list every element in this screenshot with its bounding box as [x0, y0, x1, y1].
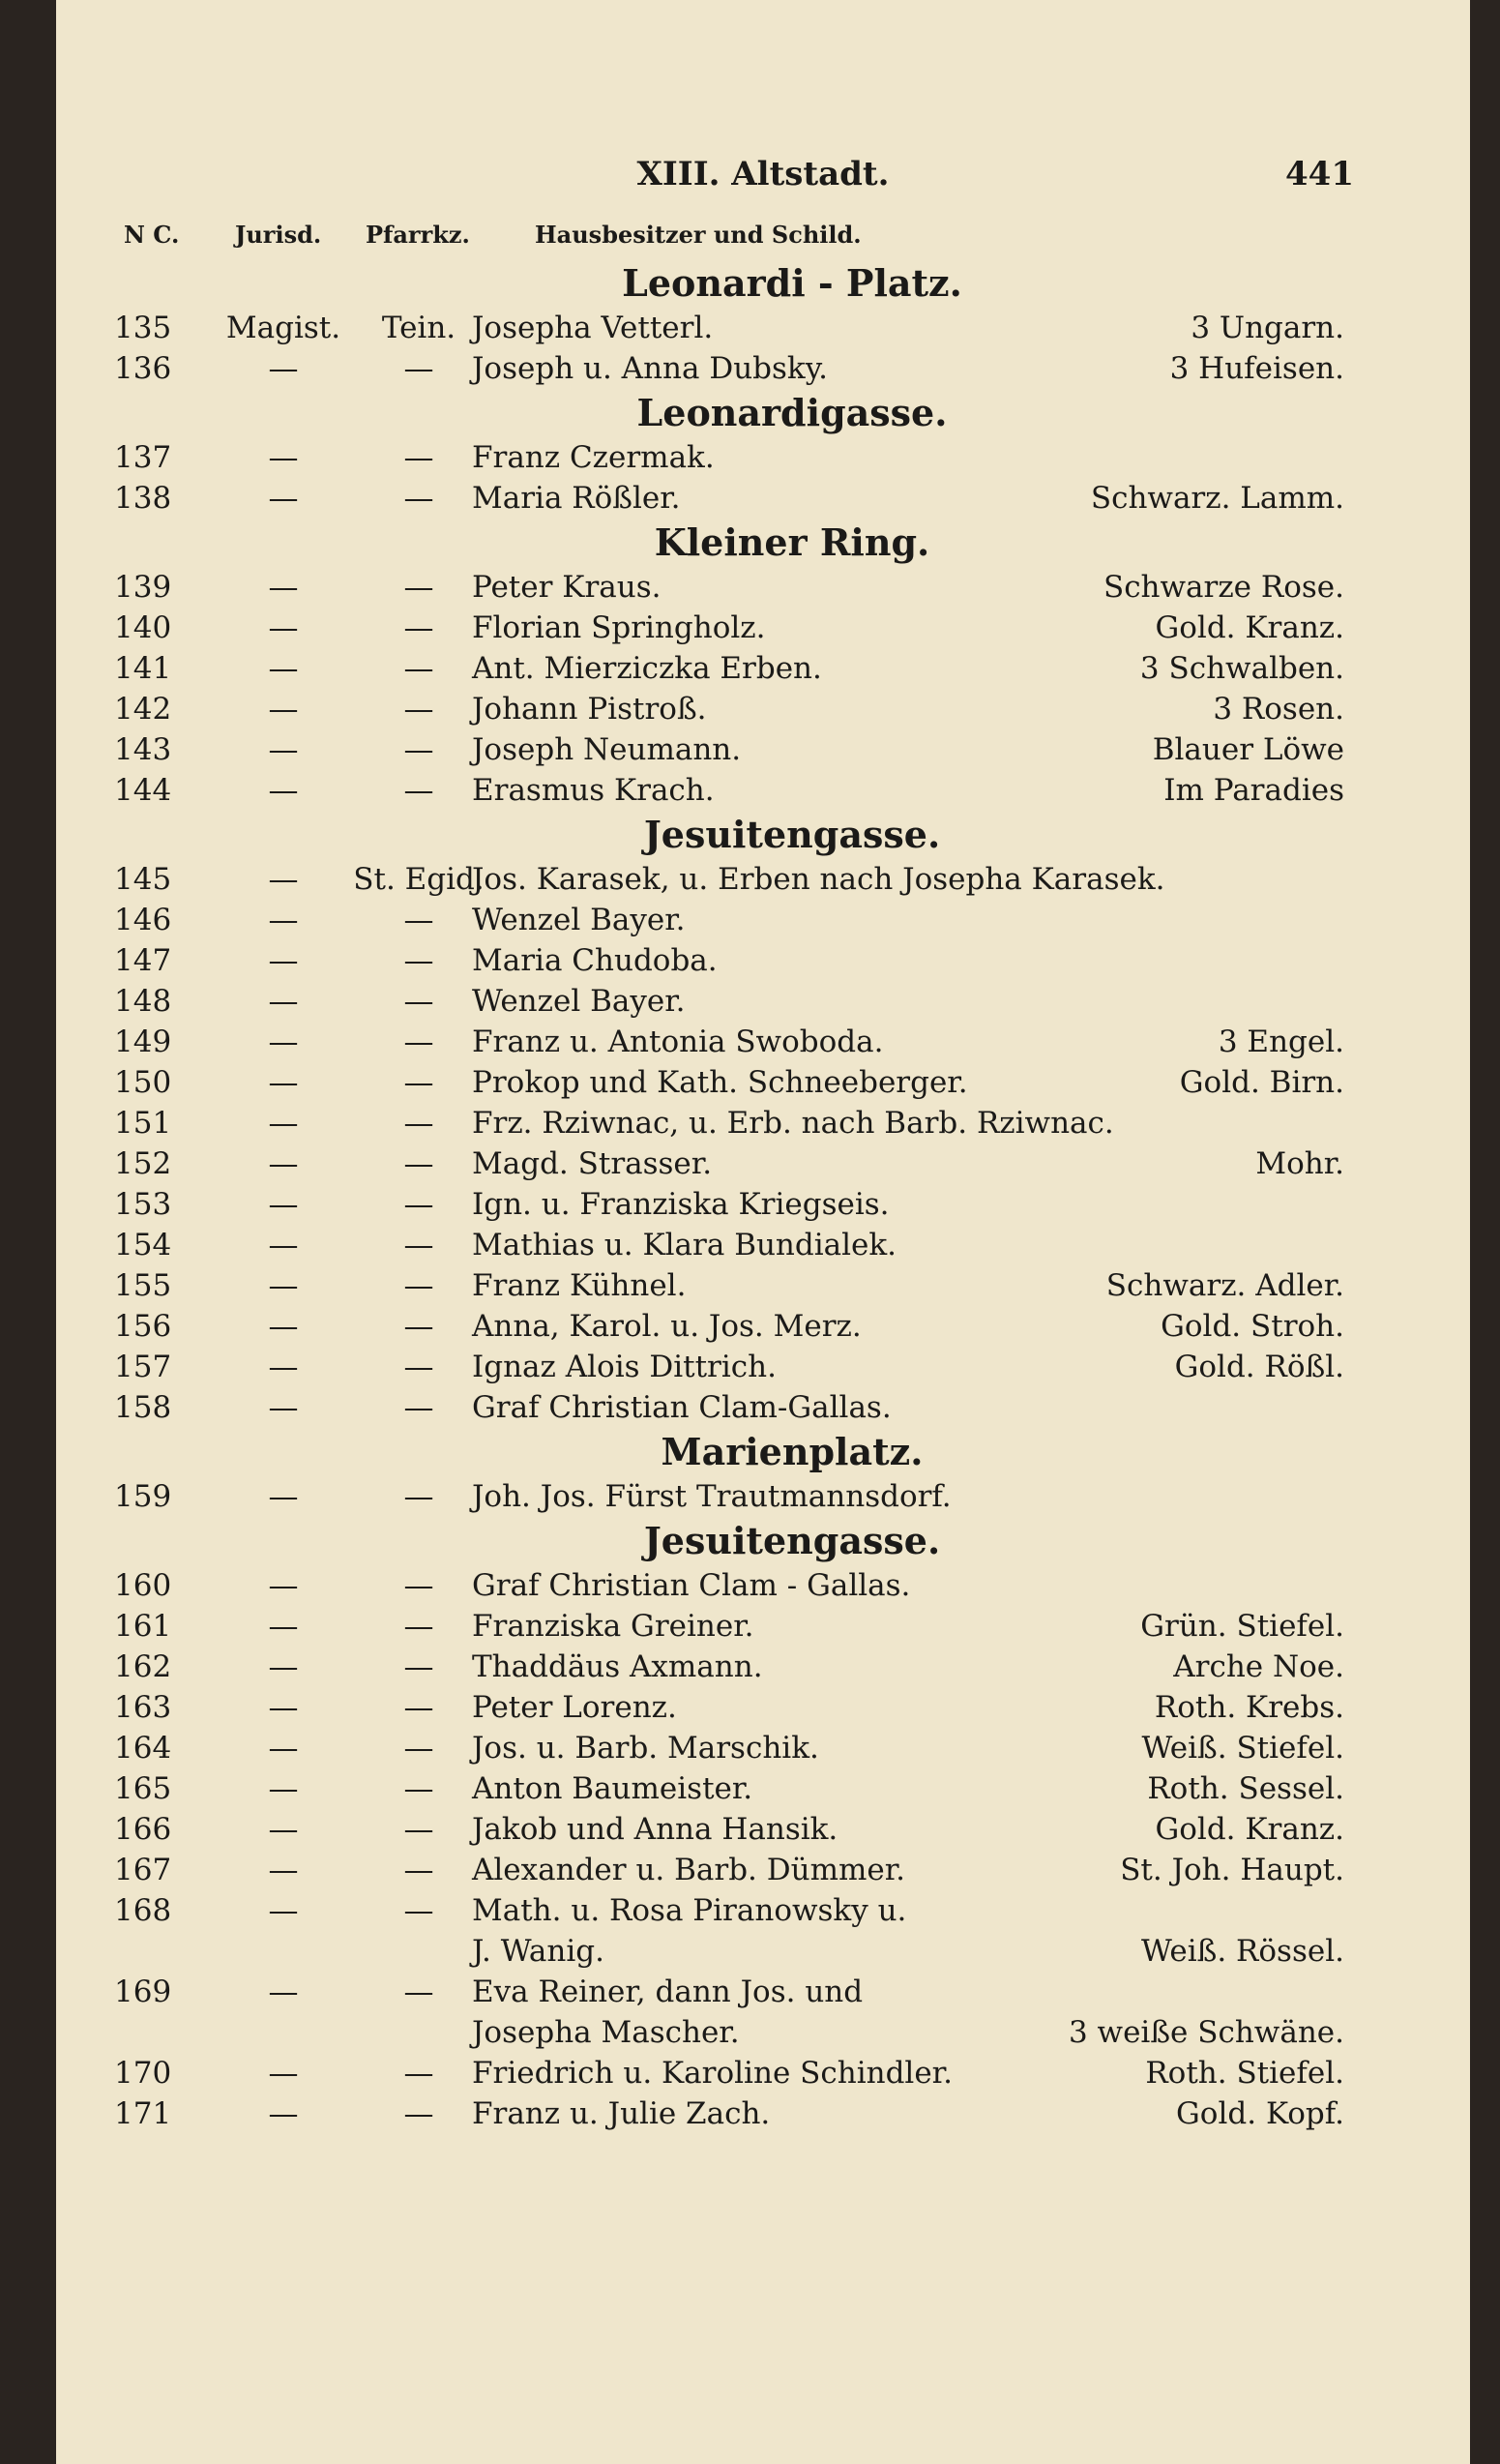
parish: — — [403, 1974, 434, 2009]
parish: — — [403, 1106, 434, 1141]
list-item — [56, 1022, 1470, 1062]
house-number: 166 — [114, 1812, 172, 1847]
house-sign: Roth. Stiefel. — [1145, 2056, 1344, 2091]
owner-line: Ign. u. Franziska Kriegseis. — [472, 1187, 890, 1222]
house-number: 138 — [114, 481, 172, 516]
house-sign: Gold. Birn. — [1179, 1065, 1344, 1100]
owner-line: Jos. Karasek, u. Erben nach Josepha Karasek. — [472, 862, 1165, 897]
house-number: 146 — [114, 903, 172, 937]
jurisdiction: — — [268, 1893, 299, 1928]
owner-name — [472, 1103, 1265, 1143]
list-item — [56, 478, 1470, 519]
house-number: 140 — [114, 610, 172, 645]
house-number: 168 — [114, 1893, 172, 1928]
house-number: 137 — [114, 440, 172, 475]
house-sign: Blauer Löwe — [1152, 732, 1344, 767]
owner-name — [472, 1565, 1265, 1606]
parish: — — [403, 1771, 434, 1806]
owner-name — [472, 940, 1265, 981]
page-title: XIII. Altstadt. — [636, 155, 890, 193]
parish: — — [403, 610, 434, 645]
owner-name — [472, 608, 1265, 648]
owner-name — [472, 1809, 1265, 1850]
owner-line: Graf Christian Clam - Gallas. — [472, 1568, 911, 1603]
owner-line: Franz u. Julie Zach. — [472, 2096, 771, 2131]
parish: — — [403, 440, 434, 475]
jurisdiction: — — [268, 351, 299, 386]
owner-line: Maria Chudoba. — [472, 943, 718, 978]
house-sign: Weiß. Rössel. — [1141, 1934, 1344, 1969]
parish: — — [403, 1309, 434, 1344]
house-sign: Grün. Stiefel. — [1140, 1609, 1344, 1644]
owner-name — [472, 1768, 1265, 1809]
jurisdiction: — — [268, 2096, 299, 2131]
house-number: 149 — [114, 1024, 172, 1059]
owner-name — [472, 1647, 1265, 1687]
page-number: 441 — [1285, 155, 1354, 193]
house-number: 157 — [114, 1350, 172, 1384]
jurisdiction: — — [268, 732, 299, 767]
house-number: 160 — [114, 1568, 172, 1603]
jurisdiction: — — [268, 692, 299, 727]
entry-list — [56, 259, 1470, 2134]
house-number: 150 — [114, 1065, 172, 1100]
jurisdiction: — — [268, 1568, 299, 1603]
owner-line: Johann Pistroß. — [472, 692, 707, 727]
list-item — [56, 1387, 1470, 1428]
owner-line: Mathias u. Klara Bundialek. — [472, 1228, 897, 1262]
house-number: 147 — [114, 943, 172, 978]
house-number: 167 — [114, 1853, 172, 1887]
owner-name — [472, 348, 1265, 389]
house-sign: Gold. Stroh. — [1161, 1309, 1344, 1344]
list-item — [56, 1265, 1470, 1306]
house-number: 154 — [114, 1228, 172, 1262]
house-number: 156 — [114, 1309, 172, 1344]
house-sign: 3 Engel. — [1218, 1024, 1344, 1059]
house-number: 153 — [114, 1187, 172, 1222]
house-sign: Gold. Kranz. — [1155, 1812, 1344, 1847]
running-header — [56, 155, 1470, 193]
jurisdiction: — — [268, 1146, 299, 1181]
owner-line: Josepha Mascher. — [472, 2015, 740, 2050]
list-item — [56, 940, 1470, 981]
owner-line: Anna, Karol. u. Jos. Merz. — [472, 1309, 862, 1344]
owner-name — [472, 1143, 1265, 1184]
house-number: 143 — [114, 732, 172, 767]
owner-name — [472, 2093, 1265, 2134]
owner-name — [472, 900, 1265, 940]
parish: — — [403, 1268, 434, 1303]
owner-line: Franz Kühnel. — [472, 1268, 687, 1303]
list-item — [56, 770, 1470, 811]
jurisdiction: — — [268, 1974, 299, 2009]
owner-line: Franz Czermak. — [472, 440, 715, 475]
house-number: 152 — [114, 1146, 172, 1181]
owner-name — [472, 1387, 1265, 1428]
owner-line: Wenzel Bayer. — [472, 984, 686, 1019]
parish: — — [403, 984, 434, 1019]
house-sign: Gold. Rößl. — [1174, 1350, 1344, 1384]
parish: — — [403, 903, 434, 937]
house-number: 169 — [114, 1974, 172, 2009]
list-item — [56, 1143, 1470, 1184]
parish: — — [403, 2056, 434, 2091]
house-number: 158 — [114, 1390, 172, 1425]
jurisdiction: — — [268, 862, 299, 897]
parish: — — [403, 1568, 434, 1603]
house-sign: 3 Rosen. — [1213, 692, 1344, 727]
jurisdiction: — — [268, 1853, 299, 1887]
jurisdiction: — — [268, 1268, 299, 1303]
owner-line: Magd. Strasser. — [472, 1146, 713, 1181]
owner-name — [472, 308, 1265, 348]
house-number: 155 — [114, 1268, 172, 1303]
parish: — — [403, 570, 434, 605]
list-item — [56, 348, 1470, 389]
parish: — — [403, 1024, 434, 1059]
house-number: 141 — [114, 651, 172, 686]
list-item — [56, 1809, 1470, 1850]
owner-name — [472, 770, 1265, 811]
parish: — — [403, 1228, 434, 1262]
house-number: 163 — [114, 1690, 172, 1725]
list-item — [56, 608, 1470, 648]
parish: — — [403, 1146, 434, 1181]
house-number: 159 — [114, 1479, 172, 1514]
owner-line: Jos. u. Barb. Marschik. — [472, 1731, 819, 1766]
house-sign: Roth. Krebs. — [1154, 1690, 1344, 1725]
list-item — [56, 1306, 1470, 1347]
jurisdiction: — — [268, 773, 299, 808]
jurisdiction: — — [268, 903, 299, 937]
owner-name — [472, 1347, 1265, 1387]
owner-name — [472, 1687, 1265, 1728]
parish: — — [403, 2096, 434, 2131]
list-item — [56, 689, 1470, 729]
owner-name — [472, 1184, 1265, 1225]
house-number: 135 — [114, 311, 172, 345]
column-pfarr: Pfarrkz. — [366, 221, 470, 249]
jurisdiction: — — [268, 1024, 299, 1059]
owner-line: Franz u. Antonia Swoboda. — [472, 1024, 884, 1059]
jurisdiction: — — [268, 943, 299, 978]
list-item — [56, 308, 1470, 348]
owner-line: Ant. Mierziczka Erben. — [472, 651, 822, 686]
owner-line: Peter Lorenz. — [472, 1690, 677, 1725]
house-sign: Mohr. — [1255, 1146, 1344, 1181]
owner-line: Erasmus Krach. — [472, 773, 715, 808]
jurisdiction: — — [268, 1187, 299, 1222]
owner-line: Math. u. Rosa Piranowsky u. — [472, 1893, 907, 1928]
parish: — — [403, 1609, 434, 1644]
owner-name — [472, 729, 1265, 770]
parish: — — [403, 1479, 434, 1514]
jurisdiction: — — [268, 984, 299, 1019]
book-page — [56, 0, 1470, 2464]
owner-line: J. Wanig. — [472, 1934, 604, 1969]
jurisdiction: — — [268, 1771, 299, 1806]
owner-line: Wenzel Bayer. — [472, 903, 686, 937]
list-item — [56, 1606, 1470, 1647]
parish: Tein. — [381, 311, 456, 345]
list-item — [56, 1890, 1470, 1972]
list-item — [56, 981, 1470, 1022]
list-item — [56, 567, 1470, 608]
parish: — — [403, 732, 434, 767]
jurisdiction: — — [268, 481, 299, 516]
list-item — [56, 1647, 1470, 1687]
list-item — [56, 2053, 1470, 2093]
list-item — [56, 1850, 1470, 1890]
house-sign: Arche Noe. — [1173, 1649, 1344, 1684]
list-item — [56, 2093, 1470, 2134]
list-item — [56, 1768, 1470, 1809]
jurisdiction: — — [268, 651, 299, 686]
jurisdiction: — — [268, 1390, 299, 1425]
owner-name — [472, 981, 1265, 1022]
parish: — — [403, 1731, 434, 1766]
section-heading: Marienplatz. — [661, 1430, 924, 1473]
house-sign: Gold. Kopf. — [1176, 2096, 1344, 2131]
house-number: 136 — [114, 351, 172, 386]
list-item — [56, 859, 1470, 900]
house-sign: Schwarze Rose. — [1103, 570, 1344, 605]
column-nc: N C. — [124, 221, 180, 249]
house-number: 144 — [114, 773, 172, 808]
parish: — — [403, 1690, 434, 1725]
parish: — — [403, 651, 434, 686]
house-sign: 3 Schwalben. — [1139, 651, 1344, 686]
jurisdiction: — — [268, 1649, 299, 1684]
house-sign: Im Paradies — [1163, 773, 1344, 808]
jurisdiction: — — [268, 2056, 299, 2091]
jurisdiction: — — [268, 1106, 299, 1141]
owner-name — [472, 1306, 1265, 1347]
list-item — [56, 729, 1470, 770]
parish: — — [403, 481, 434, 516]
owner-line: Eva Reiner, dann Jos. und — [472, 1974, 864, 2009]
house-sign: Schwarz. Adler. — [1105, 1268, 1344, 1303]
jurisdiction: — — [268, 1690, 299, 1725]
house-sign: Roth. Sessel. — [1147, 1771, 1344, 1806]
owner-line: Joseph u. Anna Dubsky. — [472, 351, 828, 386]
owner-line: Joseph Neumann. — [472, 732, 742, 767]
owner-line: Peter Kraus. — [472, 570, 662, 605]
house-sign: 3 Hufeisen. — [1169, 351, 1344, 386]
house-sign: Weiß. Stiefel. — [1141, 1731, 1344, 1766]
column-jurisd: Jurisd. — [235, 221, 322, 249]
column-owner: Hausbesitzer und Schild. — [535, 221, 862, 249]
owner-line: Prokop und Kath. Schneeberger. — [472, 1065, 968, 1100]
owner-line: Alexander u. Barb. Dümmer. — [472, 1853, 905, 1887]
owner-line: Frz. Rziwnac, u. Erb. nach Barb. Rziwnac. — [472, 1106, 1114, 1141]
house-sign: St. Joh. Haupt. — [1120, 1853, 1344, 1887]
house-number: 170 — [114, 2056, 172, 2091]
jurisdiction: — — [268, 610, 299, 645]
owner-line: Anton Baumeister. — [472, 1771, 753, 1806]
owner-line: Joh. Jos. Fürst Trautmannsdorf. — [472, 1479, 952, 1514]
list-item — [56, 1687, 1470, 1728]
section-heading: Leonardigasse. — [636, 391, 948, 434]
jurisdiction: — — [268, 570, 299, 605]
parish: — — [403, 1187, 434, 1222]
parish: — — [403, 1390, 434, 1425]
parish: St. Egid. — [353, 862, 485, 897]
jurisdiction: — — [268, 1479, 299, 1514]
owner-line: Josepha Vetterl. — [472, 311, 714, 345]
parish: — — [403, 1649, 434, 1684]
list-item — [56, 1476, 1470, 1517]
house-sign: 3 weiße Schwäne. — [1068, 2015, 1344, 2050]
house-number: 151 — [114, 1106, 172, 1141]
owner-name — [472, 859, 1265, 900]
list-item — [56, 1184, 1470, 1225]
parish: — — [403, 351, 434, 386]
house-sign: Schwarz. Lamm. — [1090, 481, 1344, 516]
list-item — [56, 648, 1470, 689]
jurisdiction: — — [268, 440, 299, 475]
section-heading: Leonardi - Platz. — [622, 261, 962, 305]
owner-name — [472, 1225, 1265, 1265]
parish: — — [403, 1853, 434, 1887]
jurisdiction: — — [268, 1609, 299, 1644]
house-number: 165 — [114, 1771, 172, 1806]
owner-name — [472, 689, 1265, 729]
section-heading: Jesuitengasse. — [643, 813, 941, 856]
house-number: 171 — [114, 2096, 172, 2131]
parish: — — [403, 1350, 434, 1384]
owner-name — [472, 437, 1265, 478]
list-item — [56, 1103, 1470, 1143]
owner-line: Jakob und Anna Hansik. — [472, 1812, 838, 1847]
owner-line: Florian Springholz. — [472, 610, 766, 645]
owner-line: Ignaz Alois Dittrich. — [472, 1350, 777, 1384]
house-sign: Gold. Kranz. — [1155, 610, 1344, 645]
list-item — [56, 437, 1470, 478]
parish: — — [403, 773, 434, 808]
list-item — [56, 1347, 1470, 1387]
jurisdiction: — — [268, 1350, 299, 1384]
house-number: 139 — [114, 570, 172, 605]
list-item — [56, 1728, 1470, 1768]
house-sign: 3 Ungarn. — [1191, 311, 1344, 345]
owner-line: Maria Rößler. — [472, 481, 681, 516]
list-item — [56, 1225, 1470, 1265]
section-heading: Jesuitengasse. — [643, 1519, 941, 1562]
list-item — [56, 1062, 1470, 1103]
jurisdiction: — — [268, 1228, 299, 1262]
jurisdiction: — — [268, 1065, 299, 1100]
house-number: 142 — [114, 692, 172, 727]
owner-line: Friedrich u. Karoline Schindler. — [472, 2056, 953, 2091]
house-number: 162 — [114, 1649, 172, 1684]
parish: — — [403, 1065, 434, 1100]
jurisdiction: — — [268, 1812, 299, 1847]
list-item — [56, 1972, 1470, 2053]
list-item — [56, 900, 1470, 940]
column-headers — [56, 221, 1470, 250]
parish: — — [403, 1893, 434, 1928]
jurisdiction: — — [268, 1731, 299, 1766]
jurisdiction: — — [268, 1309, 299, 1344]
owner-name — [472, 1022, 1265, 1062]
parish: — — [403, 1812, 434, 1847]
house-number: 161 — [114, 1609, 172, 1644]
parish: — — [403, 943, 434, 978]
owner-line: Thaddäus Axmann. — [472, 1649, 763, 1684]
owner-line: Franziska Greiner. — [472, 1609, 754, 1644]
owner-line: Graf Christian Clam-Gallas. — [472, 1390, 892, 1425]
house-number: 164 — [114, 1731, 172, 1766]
house-number: 145 — [114, 862, 172, 897]
parish: — — [403, 692, 434, 727]
owner-name — [472, 1062, 1265, 1103]
house-number: 148 — [114, 984, 172, 1019]
list-item — [56, 1565, 1470, 1606]
owner-name — [472, 1476, 1265, 1517]
section-heading: Kleiner Ring. — [654, 520, 930, 564]
jurisdiction: Magist. — [225, 311, 341, 345]
